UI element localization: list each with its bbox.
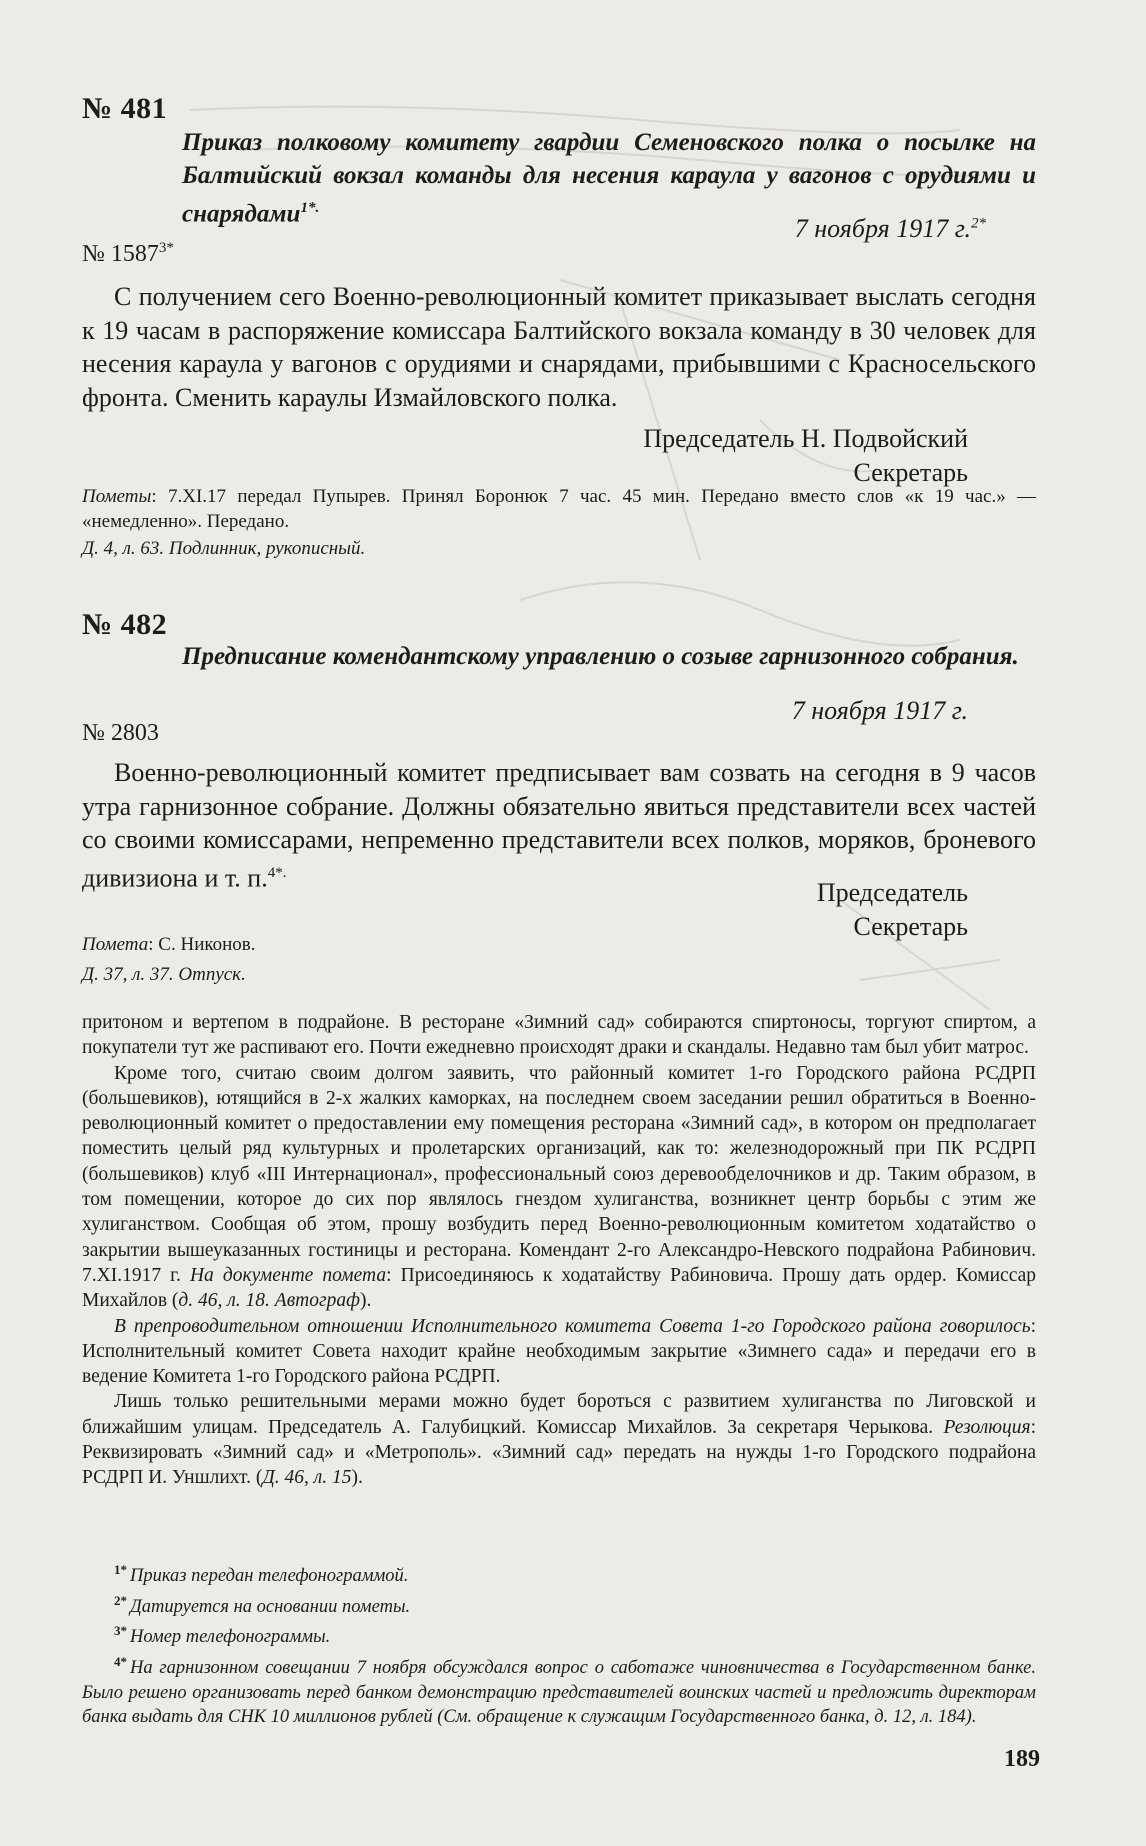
footnote-mark: 1* [114, 1562, 127, 1577]
cont-p2-italic-1: На документе помета [189, 1264, 387, 1286]
cont-p2-part-c: ). [359, 1290, 372, 1312]
cont-p2-part-b: : Присоединяюсь к ходатайству Рабиновича. Прошу дать ордер. Комиссар Михайлов ( [82, 1264, 1037, 1312]
doc482-body-text: Военно-революционный комитет предписывает вам созвать на сегодня в 9 часов утра гарнизонное собрание. Должны обязательно явиться представители всех частей со своими комиссарами, непременно представители всех полков, моряков, броневого дивизиона и т. п. [82, 758, 1036, 893]
doc481-notes-text: : 7.XI.17 передал Пупырев. Принял Боронюк 7 час. 45 мин. Передано вместо слов «к 19 час.» — «немедленно». Передано. [82, 486, 1036, 532]
footnote-text: Номер телефонограммы. [130, 1627, 331, 1648]
doc482-date: 7 ноября 1917 г. [791, 696, 968, 725]
cont-paragraph-3 [82, 1314, 1036, 1390]
cont-p4-part-a: Лишь только решительными мерами можно будет бороться с развитием хулиганства по Лиговской и ближайшим улицам. Председатель А. Галубицкий. Комиссар Михайлов. За секретаря Черыкова. [82, 1391, 1036, 1438]
doc482-source: Д. 37, л. 37. Отпуск. [82, 964, 246, 985]
doc482-body [82, 756, 1036, 895]
footnote-mark: 3* [114, 1623, 127, 1639]
doc482-notes [82, 932, 1036, 957]
cont-p2-part-a: Кроме того, считаю своим долгом заявить, что районный комитет 1-го Городского района РСДРП (большевиков), ютящийся в 2-х жалких каморках, на последнем своем заседании решил обратиться в Военно-революционный комитет о предоставлении ему помещения ресторана «Зимний сад», в котором он предполагает поместить целый ряд культурных и пролетарских организаций, как то: железнодорожный при ПК РСДРП (большевиков) клуб «III Интернационал», профессиональный союз деревообделочников и др. Таким образом, в том помещении, которое до сих пор являлось гнездом хулиганства, возникнет центр борьбы с этим же хулиганством. Сообщая об этом, прошу возбудить перед Военно-революционным комитетом ходатайство о закрытии вышеуказанных гостиницы и ресторана. Комендант 2-го Александро-Невского подрайона Рабинович. 7.XI.1917 г. [82, 1062, 1036, 1286]
doc481-number: № 481 [82, 92, 168, 125]
footnote [82, 1558, 1036, 1589]
cont-paragraph-1: притоном и вертепом в подрайоне. В ресторане «Зимний сад» собираются спиртоносы, торгуют спиртом, а покупатели тут же распивают его. Почти ежедневно происходят драки и скандалы. Недавно там был убит матрос. [82, 1012, 1036, 1059]
footnotes [82, 1558, 1036, 1730]
doc481-sig-secretary: Секретарь [853, 458, 968, 487]
doc481-reg-mark: 3* [158, 240, 174, 256]
doc481-source: Д. 4, л. 63. Подлинник, рукописный. [82, 538, 366, 559]
doc481-title-text: Приказ полковому комитету гвардии Семеновского полка о посылке на Балтийский вокзал команды для несения караула у вагонов с орудиями и снарядами [182, 129, 1036, 228]
doc481-body: С получением сего Военно-революционный комитет приказывает выслать сегодня к 19 часам в распоряжение комиссара Балтийского вокзала команду в 30 человек для несения караула у вагонов с орудиями и снарядами, прибывшими с Красносельского фронта. Сменить караулы Измайловского полка. [82, 282, 1036, 412]
doc481-reg-text: № 1587 [82, 241, 159, 267]
doc482-notes-label: Помета [82, 934, 149, 955]
footnote [82, 1650, 1036, 1730]
cont-p4-italic-2: Д. 46, л. 15 [262, 1467, 352, 1489]
page-number: 189 [1004, 1746, 1040, 1772]
doc481-reg [82, 240, 174, 268]
cont-p3-italic: В препроводительном отношении Исполнительного комитета Совета 1-го Городского района говорилось [114, 1315, 1031, 1337]
doc481-sig-chairman: Председатель Н. Подвойский [643, 424, 968, 453]
doc482-reg: № 2803 [82, 720, 159, 746]
doc481-notes [82, 484, 1036, 534]
footnote-text: На гарнизонном совещании 7 ноября обсуждался вопрос о саботаже чиновничества в Государственном банке. Было решено организовать перед банком демонстрацию представителей воинских частей и предложить директорам банка выдать для СНК 10 миллионов рублей (См. обращение к служащим Государственного банка, д. 12, л. 184). [82, 1658, 1036, 1728]
continuation-text [82, 1010, 1036, 1491]
cont-p4-italic-1: Резолюция [943, 1416, 1031, 1438]
doc482-sig-chairman: Председатель [816, 878, 968, 907]
cont-paragraph-4 [82, 1389, 1036, 1490]
doc482-body-mark: 4*. [267, 864, 287, 881]
cont-p2-italic-2: д. 46, л. 18. Автограф [178, 1290, 360, 1312]
cont-p4-part-b: : Реквизировать «Зимний сад» и «Метрополь». «Зимний сад» передать на нужды 1-го Городского подрайона РСДРП И. Уншлихт. ( [82, 1416, 1037, 1489]
doc481-title-mark: 1*. [300, 200, 320, 216]
cont-paragraph-2 [82, 1061, 1036, 1314]
doc481-date [600, 214, 986, 244]
doc482-title: Предписание комендантскому управлению о созыве гарнизонного собрания. [182, 643, 1019, 670]
cont-p4-part-c: ). [351, 1467, 363, 1489]
footnote-text: Датируется на основании пометы. [130, 1596, 411, 1617]
cont-p3-text: : Исполнительный комитет Совета находит крайне необходимым закрытие «Зимнего сада» и передачи его в ведение Комитета 1-го Городского района РСДРП. [82, 1315, 1036, 1388]
doc482-notes-text: : С. Никонов. [148, 934, 256, 955]
footnote-mark: 4* [114, 1653, 127, 1669]
footnote-text: Приказ передан телефонограммой. [130, 1566, 409, 1587]
footnote [82, 1619, 1036, 1650]
doc481-notes-label: Пометы [82, 486, 152, 507]
doc481-date-text: 7 ноября 1917 г. [794, 214, 971, 243]
footnote-mark: 2* [114, 1592, 127, 1608]
footnote [82, 1589, 1036, 1620]
doc481-signatures [500, 422, 968, 490]
doc482-number: № 482 [82, 608, 168, 641]
doc482-sig-secretary: Секретарь [853, 912, 968, 941]
doc481-date-mark: 2* [971, 215, 986, 232]
